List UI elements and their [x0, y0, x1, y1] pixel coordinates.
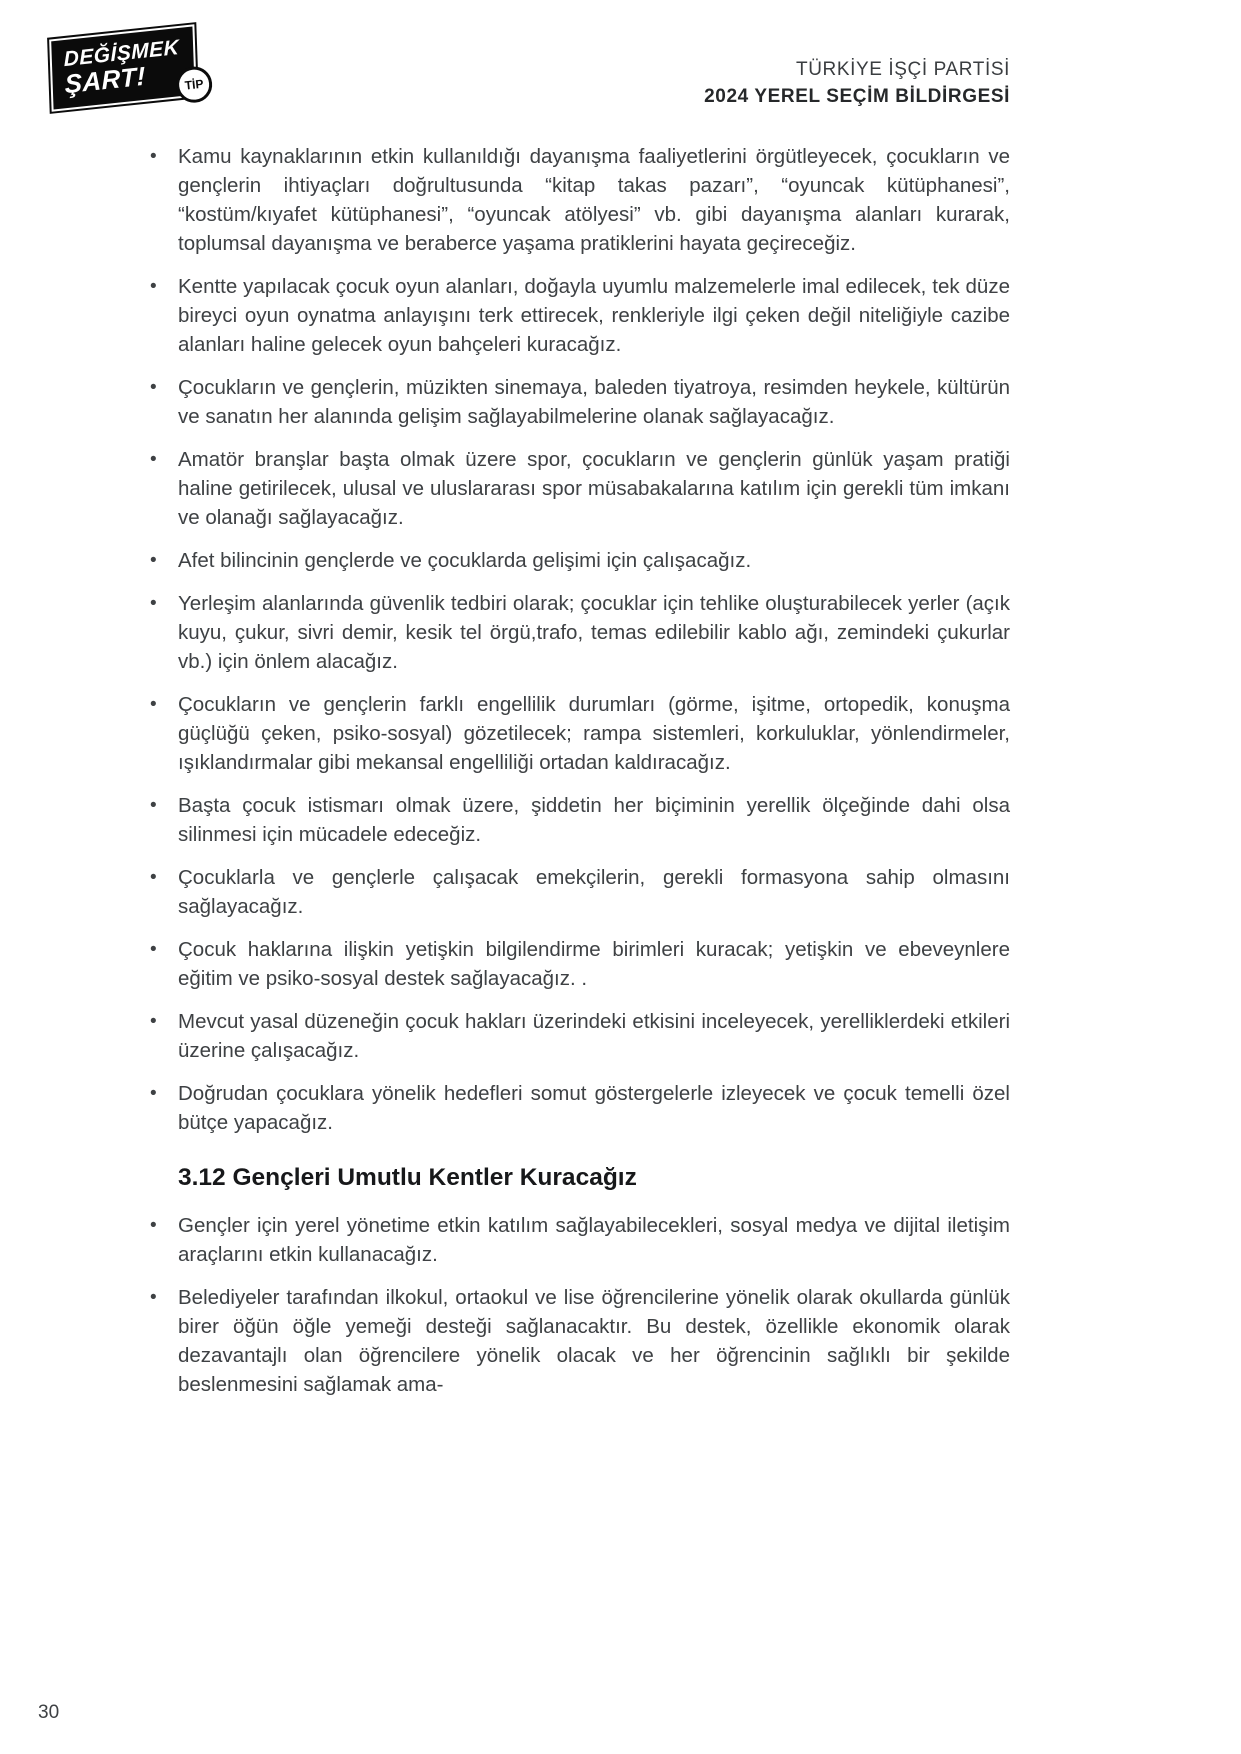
section-heading: 3.12 Gençleri Umutlu Kentler Kuracağız: [178, 1164, 637, 1191]
bullet-text: Başta çocuk istismarı olmak üzere, şiddetin her biçiminin yerellik ölçeğinde dahi olsa silinmesi için mücadele edeceğiz.: [178, 794, 1010, 846]
logo-text-line2: ŞART!: [64, 60, 147, 100]
bullet-list-bottom: [150, 1211, 1010, 1399]
list-item: [150, 445, 1010, 532]
list-item: [150, 690, 1010, 777]
bullet-text: Afet bilincinin gençlerde ve çocuklarda gelişimi için çalışacağız.: [178, 549, 752, 572]
bullet-list-top: [150, 142, 1010, 1137]
list-item: [150, 1079, 1010, 1137]
page-content: [150, 142, 1010, 1399]
bullet-icon: •: [150, 1287, 157, 1308]
bullet-icon: •: [150, 1083, 157, 1104]
bullet-icon: •: [150, 867, 157, 888]
bullet-icon: •: [150, 795, 157, 816]
bullet-text: Amatör branşlar başta olmak üzere spor, çocukların ve gençlerin günlük yaşam pratiği haline getirilecek, ulusal ve uluslararası spor müsabakalarına katılım için gerekli tüm imkanı ve olanağı sağlayacağız.: [178, 448, 1010, 529]
list-item: [150, 373, 1010, 431]
party-name: TÜRKİYE İŞÇİ PARTİSİ: [795, 59, 1010, 80]
list-item: [150, 142, 1010, 258]
list-item: [150, 791, 1010, 849]
list-item: [150, 272, 1010, 359]
list-item: [150, 589, 1010, 676]
bullet-icon: •: [150, 550, 157, 571]
bullet-icon: •: [150, 377, 157, 398]
list-item: [150, 1007, 1010, 1065]
page-header: [0, 0, 1241, 120]
page-number: 30: [38, 1702, 60, 1723]
bullet-text: Doğrudan çocuklara yönelik hedefleri somut göstergelerle izleyecek ve çocuk temelli özel bütçe yapacağız.: [178, 1082, 1010, 1134]
bullet-icon: •: [150, 939, 157, 960]
document-header-titles: [704, 56, 1010, 110]
bullet-icon: •: [150, 1011, 157, 1032]
bullet-icon: •: [150, 449, 157, 470]
bullet-icon: •: [150, 276, 157, 297]
degismek-sart-logo: [49, 27, 205, 109]
bullet-text: Belediyeler tarafından ilkokul, ortaokul ve lise öğrencilerine yönelik olarak okullarda günlük birer öğün öğle yemeği desteği sağlanacaktır. Bu destek, özellikle ekonomik olarak dezavantajlı olan öğrencilere yönelik olacak ve her öğrencinin sağlıklı bir şekilde beslenmesini sağlamak ama-: [178, 1286, 1010, 1396]
bullet-text: Çocuk haklarına ilişkin yetişkin bilgilendirme birimleri kuracak; yetişkin ve ebeveynlere eğitim ve psiko-sosyal destek sağlayacağız. .: [178, 938, 1010, 990]
logo-badge: [51, 27, 195, 110]
bullet-icon: •: [150, 593, 157, 614]
bullet-text: Çocuklarla ve gençlerle çalışacak emekçilerin, gerekli formasyona sahip olmasını sağlayacağız.: [178, 866, 1010, 918]
bullet-icon: •: [150, 1215, 157, 1236]
document-title: 2024 YEREL SEÇİM BİLDİRGESİ: [704, 86, 1010, 107]
bullet-icon: •: [150, 694, 157, 715]
logo-text-line1: DEĞİŞMEK: [63, 35, 180, 72]
list-item: [150, 863, 1010, 921]
bullet-text: Çocukların ve gençlerin, müzikten sinemaya, baleden tiyatroya, resimden heykele, kültürün ve sanatın her alanında gelişim sağlayabilmelerine olanak sağlayacağız.: [178, 376, 1010, 428]
list-item: [150, 1283, 1010, 1399]
bullet-text: Kentte yapılacak çocuk oyun alanları, doğayla uyumlu malzemelerle imal edilecek, tek düze bireyci oyun oynatma anlayışını terk ettirecek, renkleriyle ilgi çeken değil niteliğiyle cazibe alanları haline gelecek oyun bahçeleri kuracağız.: [178, 275, 1010, 356]
bullet-text: Çocukların ve gençlerin farklı engellilik durumları (görme, işitme, ortopedik, konuşma güçlüğü çeken, psiko-sosyal) gözetilecek; rampa sistemleri, korkuluklar, yönlendirmeler, ışıklandırmalar gibi mekansal engelliliği ortadan kaldıracağız.: [178, 693, 1010, 774]
list-item: [150, 546, 1010, 575]
bullet-icon: •: [150, 146, 157, 167]
bullet-text: Mevcut yasal düzeneğin çocuk hakları üzerindeki etkisini inceleyecek, yerelliklerdeki etkileri üzerine çalışacağız.: [178, 1010, 1010, 1062]
bullet-text: Gençler için yerel yönetime etkin katılım sağlayabilecekleri, sosyal medya ve dijital iletişim araçlarını etkin kullanacağız.: [178, 1214, 1010, 1266]
bullet-text: Kamu kaynaklarının etkin kullanıldığı dayanışma faaliyetlerini örgütleyecek, çocukların ve gençlerin ihtiyaçları doğrultusunda “kitap takas pazarı”, “oyuncak kütüphanesi”, “kostüm/kıyafet kütüphanesi”, “oyuncak atölyesi” vb. gibi dayanışma alanları kurarak, toplumsal dayanışma ve beraberce yaşama pratiklerini hayata geçireceğiz.: [178, 145, 1010, 255]
bullet-text: Yerleşim alanlarında güvenlik tedbiri olarak; çocuklar için tehlike oluşturabilecek yerler (açık kuyu, çukur, sivri demir, kesik tel örgü,trafo, temas edilebilir kablo ağı, zemindeki çukurlar vb.) için önlem alacağız.: [178, 592, 1010, 673]
tip-logo-text: TİP: [184, 76, 205, 93]
list-item: [150, 935, 1010, 993]
list-item: [150, 1211, 1010, 1269]
